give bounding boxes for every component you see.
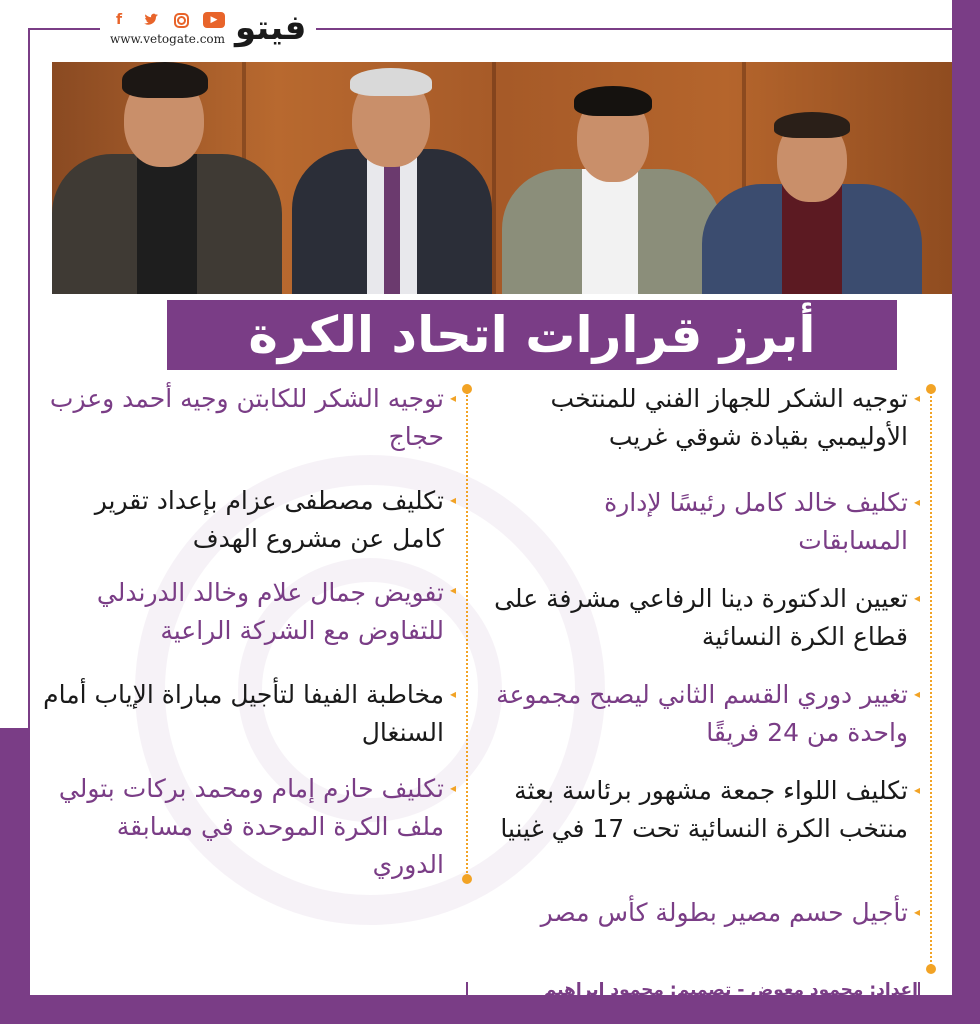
- decision-item: تكليف خالد كامل رئيسًا لإدارة المسابقات: [604, 488, 908, 555]
- arrow-icon: ◂: [914, 687, 921, 701]
- left-dotted-line: [466, 392, 468, 880]
- frame-right-bar: [952, 0, 980, 1024]
- facebook-icon[interactable]: f: [115, 12, 123, 28]
- page-title: أبرز قرارات اتحاد الكرة: [248, 306, 816, 364]
- person-figure: [702, 62, 922, 294]
- header-photo: [52, 62, 952, 294]
- arrow-icon: ◂: [914, 905, 921, 919]
- arrow-icon: ◂: [914, 591, 921, 605]
- title-banner: [167, 300, 897, 370]
- header: [100, 6, 316, 50]
- person-figure: [502, 62, 722, 294]
- decision-item: تكليف مصطفى عزام بإعداد تقرير كامل عن مشروع الهدف: [94, 486, 444, 553]
- decision-item: تأجيل حسم مصير بطولة كأس مصر: [540, 898, 908, 927]
- arrow-icon: ◂: [450, 583, 457, 597]
- frame-left-block: [0, 728, 30, 1024]
- timeline-dot: [462, 874, 472, 884]
- logo: فيتو: [235, 8, 307, 48]
- person-figure: [52, 62, 282, 294]
- social-icons: [110, 10, 225, 30]
- social-block: [110, 10, 225, 46]
- arrow-icon: ◂: [914, 783, 921, 797]
- person-figure: [292, 62, 492, 294]
- decision-item: تعيين الدكتورة دينا الرفاعي مشرفة على قطاع الكرة النسائية: [494, 584, 908, 651]
- arrow-icon: ◂: [914, 391, 921, 405]
- twitter-icon[interactable]: [142, 12, 160, 28]
- decision-item: تفويض جمال علام وخالد الدرندلي للتفاوض مع الشركة الراعية: [96, 578, 444, 645]
- frame-left-line: [28, 28, 30, 728]
- credit-separator: [918, 982, 920, 1004]
- wall-panel-line: [492, 62, 496, 294]
- credit-line: إعداد: محمود معوض - تصميم: محمود إبراهيم: [543, 980, 918, 1000]
- site-url[interactable]: www.vetogate.com: [110, 32, 226, 46]
- arrow-icon: ◂: [914, 495, 921, 509]
- arrow-icon: ◂: [450, 493, 457, 507]
- decision-item: تغيير دوري القسم الثاني ليصبح مجموعة واحدة من 24 فريقًا: [496, 680, 908, 747]
- youtube-icon[interactable]: ▶: [203, 12, 225, 28]
- decision-item: توجيه الشكر للكابتن وجيه أحمد وعزب حجاج: [49, 384, 444, 451]
- credit-separator: [466, 982, 468, 1004]
- decision-item: توجيه الشكر للجهاز الفني للمنتخب الأوليمبي بقيادة شوقي غريب: [550, 384, 908, 451]
- decision-item: تكليف حازم إمام ومحمد بركات بتولي ملف الكرة الموحدة في مسابقة الدوري: [58, 774, 444, 879]
- timeline-dot: [462, 384, 472, 394]
- instagram-icon[interactable]: [174, 13, 189, 28]
- timeline-dot: [926, 964, 936, 974]
- decision-item: تكليف اللواء جمعة مشهور برئاسة بعثة منتخب الكرة النسائية تحت 17 في غينيا: [500, 776, 908, 843]
- timeline-dot: [926, 384, 936, 394]
- right-dotted-line: [930, 392, 932, 970]
- arrow-icon: ◂: [450, 687, 457, 701]
- arrow-icon: ◂: [450, 391, 457, 405]
- decision-item: مخاطبة الفيفا لتأجيل مباراة الإياب أمام السنغال: [43, 680, 444, 747]
- arrow-icon: ◂: [450, 781, 457, 795]
